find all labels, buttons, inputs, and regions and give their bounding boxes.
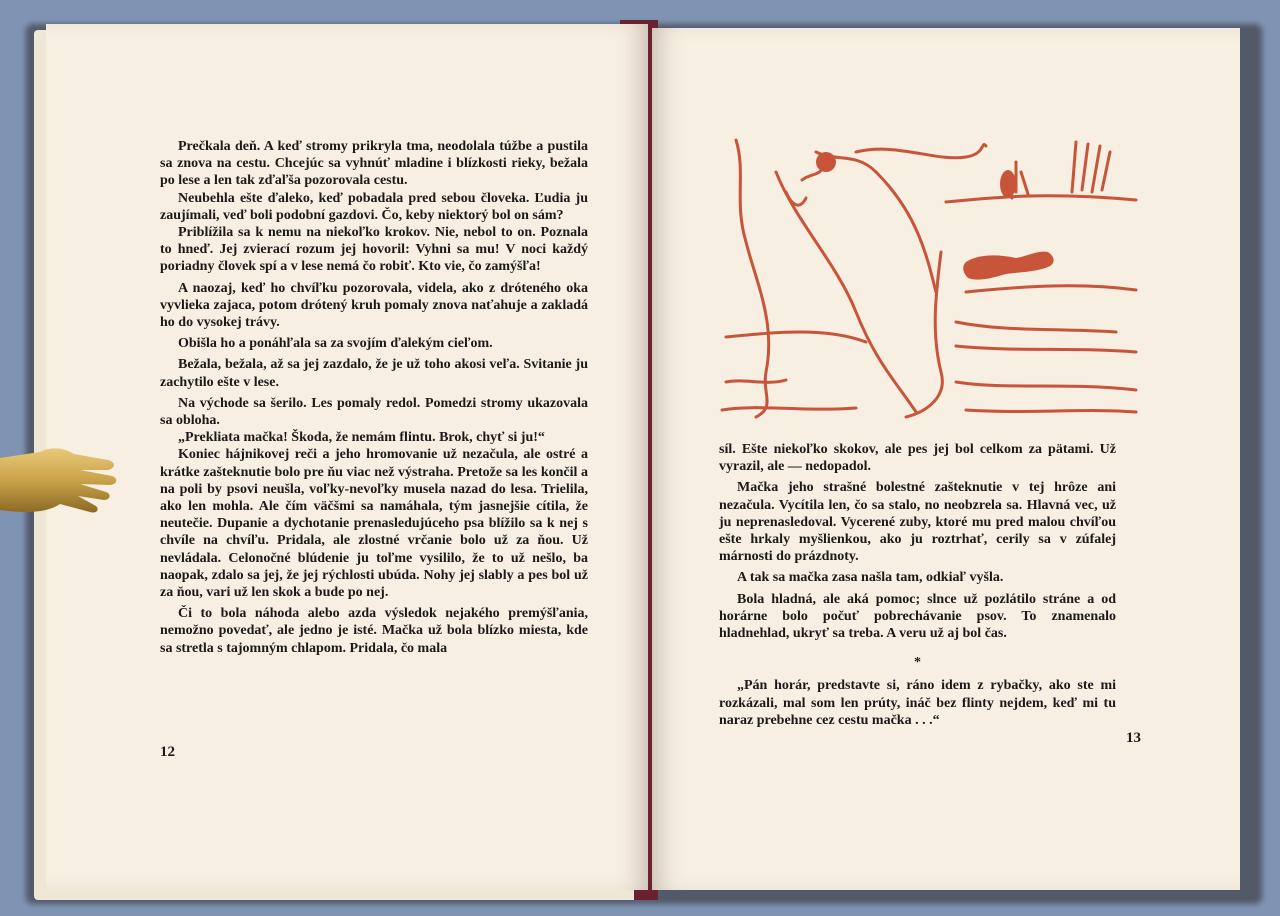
paragraph: Neubehla ešte ďaleko, keď pobadala pred sebou človeka. Ľudia ju zaujímali, veď boli podobní gazdovi. Čo, keby niektorý bol on sám? xyxy=(160,190,588,223)
quote-paragraph: „Pán horár, predstavte si, ráno idem z rybačky, ako ste mi rozkázali, mal som len prúty, ináč bez flinty nejdem, keď mi tu naraz prebehne cez cestu mačka . . .“ xyxy=(719,678,1116,728)
paragraph: síl. Ešte niekoľko skokov, ale pes jej bol celkom za pätami. Už vyrazil, ale — nedopadol. xyxy=(719,442,1116,475)
section-separator: * xyxy=(914,655,921,671)
paragraph: Bežala, bežala, až sa jej zazdalo, že je už toho akosi veľa. Svitanie ju zachytilo ešte v lese. xyxy=(160,357,588,390)
paragraph: A tak sa mačka zasa našla tam, odkiaľ vyšla. xyxy=(737,570,1004,586)
paragraph: Mačka jeho strašné bolestné zašteknutie v tej hrôze ani nezačula. Vycítila len, čo sa stalo, no neobzrela sa. Hlavná vec, už ju neprenasledoval. Vycerené zuby, ktoré mu pred malou chvíľou ešte hrkaly myšlienkou, ako ju roztrhať, cerily sa v zúfalej márnosti do prázdnoty. xyxy=(719,480,1116,565)
paragraph: Priblížila sa k nemu na niekoľko krokov. Nie, nebol to on. Poznala to hneď. Jej zvierací rozum jej hovoril: Vyhni sa mu! V noci každý poriadny človek spí a v lese nemá čo robiť. Kto vie, čo zamýšľa! xyxy=(160,225,588,275)
paragraph: Obišla ho a ponáhľala sa za svojím ďalekým cieľom. xyxy=(178,336,493,352)
page-number-right: 13 xyxy=(1126,730,1141,746)
paragraph: „Prekliata mačka! Škoda, že nemám flintu. Brok, chyť si ju!“ xyxy=(178,430,545,446)
paragraph: Či to bola náhoda alebo azda výsledok nejakého premýšľania, nemožno povedať, ale jedno je isté. Mačka už bola blízko miesta, kde sa stretla s tajomným chlapom. Pridala, čo mala xyxy=(160,606,588,656)
page-number-left: 12 xyxy=(160,744,175,760)
left-page-text xyxy=(160,138,588,657)
paragraph: Na východe sa šerilo. Les pomaly redol. Pomedzi stromy ukazovala sa obloha. xyxy=(160,395,588,429)
paragraph: Bola hladná, ale aká pomoc; slnce už pozlátilo stráne a od horárne bolo počuť pobrechávanie psov. To znamenalo hladnehlad, ukryť sa treba. A veru už aj bol čas. xyxy=(719,591,1116,642)
brass-hand-clip xyxy=(0,438,120,528)
ink-illustration xyxy=(716,132,1146,432)
paragraph: Koniec hájnikovej reči a jeho hromovanie už nezačula, ale ostré a krátke zašteknutie bolo pre ňu viac než výstraha. Pretože sa les končil a na poli by psovi neušla, voľky-nevoľky musela nazad do lesa. Trielila, ako len mohla. Ale čím väčšmi sa namáhala, tým jasnejšie cítila, že neutečie. Dupanie a dychotanie prenasledujúceho psa blížilo sa k nej s chvíle na chvíľu. Pridala, ale zlostné vrčanie bolo už za ňou. Už nevládala. Celonočné blúdenie ju toľme vysililo, že to už nešlo, ba naopak, zdalo sa jej, že jej rýchlosti ubúda. Nohy jej slably a pes bol už za ňou, vari už len skok a bude po nej. xyxy=(160,447,588,601)
paragraph: Prečkala deň. A keď stromy prikryla tma, neodolala túžbe a pustila sa znova na cestu. Chcejúc sa vyhnúť mladine i blízkosti rieky, bežala po lese a len tak zďaľša pozorovala cestu. xyxy=(160,139,588,189)
right-page-text xyxy=(719,441,1116,729)
paragraph: A naozaj, keď ho chvíľku pozorovala, videla, ako z dróteného oka vyvlieka zajaca, potom drótený kruh pomaly znova naťahuje a zakladá ho do vysokej trávy. xyxy=(160,280,588,331)
